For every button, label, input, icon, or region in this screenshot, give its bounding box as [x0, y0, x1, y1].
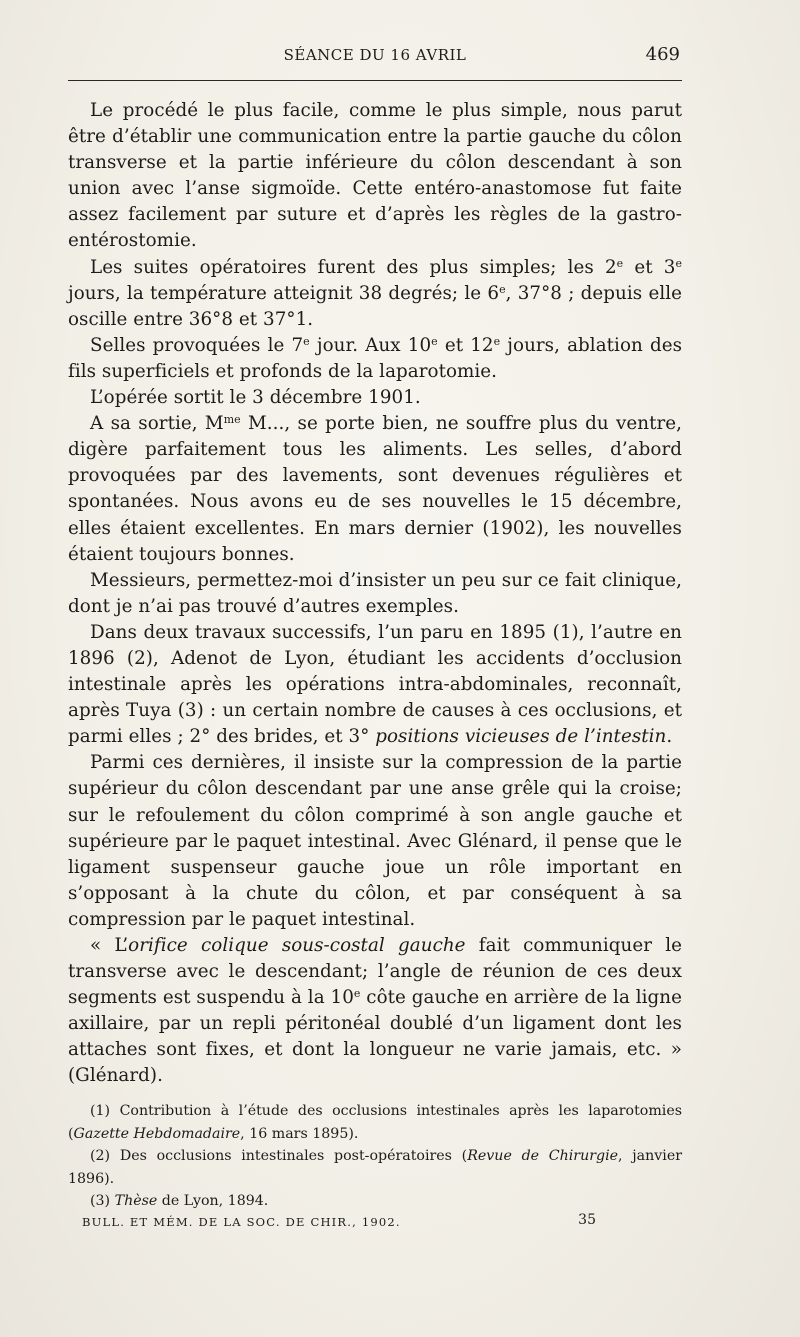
- paragraph-2: Les suites opératoires furent des plus simples; les 2e et 3e jours, la température atteignit 38 degrés; le 6e, 37°8 ; depuis elle oscille entre 36°8 et 37°1.: [68, 256, 683, 330]
- signature-number: 35: [578, 1212, 596, 1228]
- body-text: [68, 98, 682, 1090]
- paragraph-4: L’opérée sortit le 3 décembre 1901.: [90, 387, 421, 409]
- header-title: SÉANCE DU 16 AVRIL: [283, 46, 467, 64]
- signature-line: [68, 1212, 682, 1234]
- footnote-2: (2) Des occlusions intestinales post-opératoires (Revue de Chirurgie, janvier 1896).: [68, 1148, 682, 1187]
- running-header: [68, 44, 682, 68]
- paragraph-5: A sa sortie, $M^{me}$ M..., se porte bien, ne souffre plus du ventre, digère parfaitement tous les aliments. Les selles, d’abord provoquées par des lavements, sont devenues régulières et spontanées. Nous avons eu de ses nouvelles le 15 décembre, elles étaient excellentes. En mars dernier (1902), les nouvelles étaient toujours bonnes.: [68, 413, 682, 565]
- paragraph-6: Messieurs, permettez-moi d’insister un peu sur ce fait clinique, dont je n’ai pas trouvé d’autres exemples.: [68, 569, 682, 617]
- footnote-1: (1) Contribution à l’étude des occlusions intestinales après les laparotomies (Gazette Hebdomadaire, 16 mars 1895).: [68, 1103, 682, 1142]
- header-rule: [68, 80, 682, 81]
- paragraph-1: Le procédé le plus facile, comme le plus simple, nous parut être d’établir une communication entre la partie gauche du côlon transverse et la partie inférieure du côlon descendant à son union avec l’anse sigmoïde. Cette entéro-anastomose fut faite assez facilement par suture et d’après les règles de la gastro-entérostomie.: [68, 100, 682, 252]
- page-number: 469: [645, 44, 680, 65]
- paragraph-8: Parmi ces dernières, il insiste sur la compression de la partie supérieur du côlon descendant par une anse grêle qui la croise; sur le refoulement du côlon comprimé à son angle gauche et supérieure par le paquet intestinal. Avec Glénard, il pense que le ligament suspenseur gauche joue un rôle important en s’opposant à la chute du côlon, et par conséquent à sa compression par le paquet intestinal.: [68, 752, 682, 930]
- footnotes: [68, 1100, 682, 1213]
- paragraph-7: Dans deux travaux successifs, l’un paru en 1895 (1), l’autre en 1896 (2), Adenot de Lyon, étudiant les accidents d’occlusion intestinale après les opérations intra-abdominales, reconnaît, après Tuya (3) : un certain nombre de causes à ces occlusions, et parmi elles ; 2° des brides, et 3° positions vicieuses de l’intestin.: [68, 621, 682, 748]
- paragraph-3: Selles provoquées le 7e jour. Aux 10e et 12e jours, ablation des fils superficiels et profonds de la laparotomie.: [68, 334, 683, 382]
- paragraph-9: « L’orifice colique sous-costal gauche fait communiquer le transverse avec le descendant; l’angle de réunion de ces deux segments est suspendu à la 10e côte gauche en arrière de la ligne axillaire, par un repli péritonéal doublé d’un ligament dont les attaches sont fixes, et dont la longueur ne varie jamais, etc. » (Glénard).: [68, 935, 683, 1087]
- footnote-3: (3) Thèse de Lyon, 1894.: [90, 1193, 269, 1210]
- journal-signature: BULL. ET MÉM. DE LA SOC. DE CHIR., 1902.: [82, 1215, 401, 1229]
